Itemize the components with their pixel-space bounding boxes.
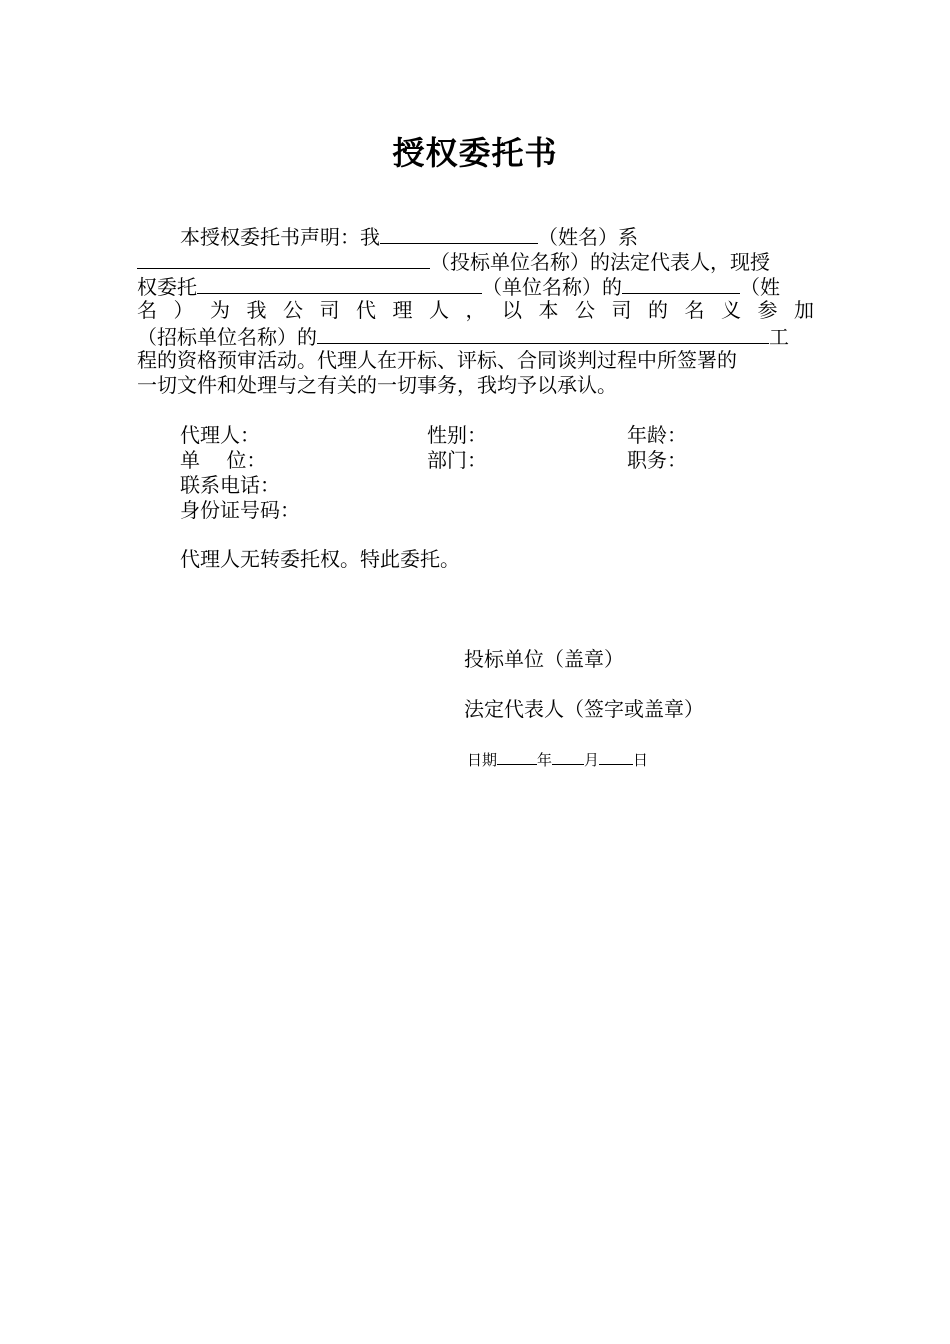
body-text: 权委托 [137,275,197,299]
month-label: 月 [584,751,600,769]
char: 参 [757,298,778,322]
char: 以 [502,298,522,322]
no-subdelegation-text: 代理人无转委托权。特此委托。 [180,547,460,571]
bidder-seal-label: 投标单位（盖章） [464,647,624,671]
char: 加 [794,298,814,322]
id-number-label: 身份证号码： [180,498,300,522]
page-title: 授权委托书 [392,134,558,172]
body-line-5 [137,323,814,348]
agent-name-blank[interactable] [622,273,740,294]
position-label: 职务： [627,448,687,472]
char: 为 [210,298,230,322]
body-text: 一切文件和处理与之有关的一切事务，我均予以承认。 [137,373,617,397]
date-line [467,749,648,770]
body-text: 本授权委托书声明：我 [180,225,380,249]
body-text: （单位名称）的 [482,275,622,299]
char: 名 [684,298,705,322]
body-line-3 [137,273,814,298]
legal-rep-label: 法定代表人（签字或盖章） [464,697,704,721]
body-line-4 [137,298,814,323]
char: 司 [611,298,632,322]
char: ， [465,298,486,322]
body-line-6 [137,348,814,373]
char: 理 [392,298,413,322]
phone-label: 联系电话： [180,473,280,497]
year-label: 年 [537,751,553,769]
body-line-7 [137,373,814,398]
date-label: 日期 [467,751,498,769]
bidder-name-blank[interactable] [137,248,430,269]
day-label: 日 [633,751,649,769]
agent-label: 代理人： [180,423,260,447]
unit-label: 单 位： [180,448,267,472]
month-blank[interactable] [552,749,584,765]
body-text: （投标单位名称）的法定代表人，现授 [430,250,770,274]
unit-name-blank[interactable] [197,273,482,294]
char: 义 [721,298,741,322]
body-text: 程的资格预审活动。代理人在开标、评标、合同谈判过程中所签署的 [137,348,737,372]
char: 的 [648,298,668,322]
char: 代 [356,298,376,322]
age-label: 年龄： [627,423,687,447]
char: 司 [319,298,340,322]
char: 公 [283,298,303,322]
name-blank[interactable] [380,223,538,244]
char: 人 [429,298,449,322]
char: 我 [246,298,267,322]
body-line-2 [137,248,814,273]
body-line-1 [180,223,820,248]
char: ） [173,298,194,322]
body-text: 工 [769,325,789,349]
day-blank[interactable] [599,749,633,765]
tenderer-project-blank[interactable] [317,323,769,344]
body-text: （姓 [740,275,780,299]
body-text: （姓名）系 [538,225,638,249]
department-label: 部门： [427,448,487,472]
char: 名 [137,298,157,322]
char: 本 [538,298,559,322]
year-blank[interactable] [497,749,537,765]
body-text: （招标单位名称）的 [137,325,317,349]
char: 公 [575,298,595,322]
gender-label: 性别： [427,423,487,447]
